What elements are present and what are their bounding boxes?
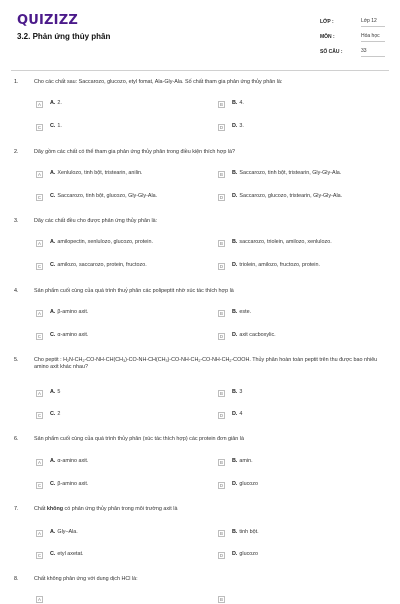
- option-a[interactable]: [36, 594, 50, 604]
- option-letter: C.: [50, 332, 56, 339]
- option-d[interactable]: [218, 261, 320, 271]
- question-text: Cho các chất sau: Saccarozo, glucozo, etyl fomat, Ala-Gly-Ala. Số chất tham gia phản ứng thủy phân là:: [34, 79, 283, 85]
- option-letter: D.: [232, 193, 238, 200]
- option-box: B: [218, 240, 225, 247]
- option-letter: D.: [232, 481, 238, 488]
- option-text: amin.: [239, 458, 253, 465]
- option-letter: C.: [50, 551, 56, 558]
- meta-count-row: [320, 44, 385, 59]
- option-text: glucozo: [239, 481, 258, 488]
- option-text: α-amino axit.: [57, 332, 89, 339]
- option-text: Saccarozo, tinh bột, tristearin, Gly-Gly-Ala.: [239, 170, 342, 177]
- option-b[interactable]: [218, 308, 251, 318]
- option-box: D: [219, 412, 224, 418]
- option-box: C: [37, 194, 42, 200]
- option-box: B: [218, 596, 225, 603]
- meta-subject-value: Hóa học: [361, 32, 385, 42]
- option-text: β-amino axit.: [57, 481, 89, 488]
- option-letter: D.: [232, 123, 238, 130]
- option-text: β-amino axit.: [57, 309, 89, 316]
- meta-class-row: [320, 14, 385, 29]
- question-number: 4.: [14, 288, 19, 294]
- question-number: 7.: [14, 506, 19, 512]
- option-box: B: [218, 101, 225, 108]
- option-a[interactable]: [36, 388, 60, 398]
- option-letter: C.: [50, 193, 56, 200]
- option-d[interactable]: [218, 480, 258, 490]
- option-text: 4.: [239, 100, 244, 107]
- option-letter: C.: [50, 123, 56, 130]
- option-text: 2: [57, 411, 61, 418]
- question-number: 5.: [14, 357, 19, 363]
- option-d[interactable]: [218, 410, 242, 420]
- option-a[interactable]: [36, 169, 143, 179]
- question-number: 6.: [14, 436, 19, 442]
- option-letter: D.: [232, 411, 238, 418]
- option-c[interactable]: [36, 550, 83, 560]
- option-letter: B.: [232, 529, 238, 536]
- option-letter: B.: [232, 239, 238, 246]
- question-text: Chất không có phản ứng thủy phân trong môi trường axit là: [34, 506, 178, 512]
- option-letter: B.: [232, 309, 238, 316]
- option-a[interactable]: [36, 457, 88, 467]
- option-text: 3: [239, 389, 243, 396]
- option-letter: A.: [50, 529, 56, 536]
- option-letter: C.: [50, 481, 56, 488]
- option-box: B: [218, 459, 225, 466]
- option-c[interactable]: [36, 480, 88, 490]
- option-box: C: [37, 482, 42, 488]
- option-text: 2.: [57, 100, 62, 107]
- option-text: tinh bột.: [239, 529, 259, 536]
- question-text: Cho peptit : $H_2N-CH_2-CO-NH-CH(CH_3)-CO-NH-CH(CH_3)-CO-NH-CH_2-CO-NH-CH_2$-COOH. Thủy phân hoàn toàn peptit trên thu được bao nhiêu amino axit khác nhau?: [34, 357, 378, 371]
- option-letter: B.: [232, 170, 238, 177]
- option-box: C: [37, 124, 42, 130]
- option-letter: A.: [50, 170, 56, 177]
- option-letter: D.: [232, 262, 238, 269]
- option-letter: C.: [50, 411, 56, 418]
- option-box: A: [36, 171, 43, 178]
- option-box: D: [219, 194, 224, 200]
- option-letter: A.: [50, 100, 56, 107]
- option-d[interactable]: [218, 331, 276, 341]
- question-text: Sản phẩm cuối cùng của quá trình thủy phân (xúc tác thích hợp) các protein đơn giản là: [34, 436, 244, 442]
- option-text: 5: [57, 389, 61, 396]
- quizizz-logo: QUIZIZZ: [17, 13, 78, 28]
- option-box: C: [37, 333, 42, 339]
- option-box: D: [219, 552, 224, 558]
- worksheet-title: 3.2. Phản ứng thủy phân: [17, 32, 111, 41]
- option-d[interactable]: [218, 192, 342, 202]
- meta-class-label: LỚP :: [320, 18, 334, 25]
- question-number: 8.: [14, 576, 19, 582]
- option-c[interactable]: [36, 410, 60, 420]
- option-box: D: [219, 333, 224, 339]
- question-text: Dãy các chất đều cho được phản ứng thủy phân là:: [34, 218, 158, 224]
- option-b[interactable]: [218, 238, 332, 248]
- option-text: saccarozo, triolein, amilozo, xenlulozo.: [239, 239, 332, 246]
- option-text: Saccarozo, tinh bột, glucozo, Gly-Gly-Ala.: [57, 193, 158, 200]
- option-box: A: [36, 310, 43, 317]
- worksheet-meta: [320, 14, 385, 59]
- option-letter: A.: [50, 389, 56, 396]
- option-text: 4: [239, 411, 243, 418]
- meta-count-label: SỐ CÂU :: [320, 48, 343, 55]
- option-box: C: [37, 412, 42, 418]
- option-b[interactable]: [218, 169, 341, 179]
- question-text: Chất không phản ứng với dung dịch HCl là:: [34, 576, 138, 582]
- option-text: 3.: [239, 123, 244, 130]
- option-box: D: [219, 263, 224, 269]
- meta-count-value: 33: [361, 47, 385, 57]
- question-number: 2.: [14, 149, 19, 155]
- option-a[interactable]: [36, 238, 153, 248]
- option-letter: A.: [50, 309, 56, 316]
- option-text: amilopectin, xenlulozo, glucozo, protein.: [57, 239, 153, 246]
- option-letter: C.: [50, 262, 56, 269]
- option-box: C: [37, 263, 42, 269]
- option-box: A: [36, 459, 43, 466]
- option-box: B: [218, 310, 225, 317]
- option-box: B: [218, 530, 225, 537]
- option-letter: D.: [232, 551, 238, 558]
- option-box: A: [36, 596, 43, 603]
- option-text: este.: [239, 309, 252, 316]
- option-text: etyl axetat.: [57, 551, 84, 558]
- option-b[interactable]: [218, 99, 244, 109]
- option-text: glucozo: [239, 551, 258, 558]
- question-number: 3.: [14, 218, 19, 224]
- option-box: C: [37, 552, 42, 558]
- option-d[interactable]: [218, 550, 258, 560]
- option-letter: B.: [232, 389, 238, 396]
- option-b[interactable]: [218, 388, 242, 398]
- option-letter: A.: [50, 239, 56, 246]
- option-b[interactable]: [218, 594, 232, 604]
- option-letter: A.: [50, 458, 56, 465]
- option-d[interactable]: [218, 122, 244, 132]
- question-text: Dãy gồm các chất có thể tham gia phản ứng thủy phân trong điều kiện thích hợp là?: [34, 149, 236, 155]
- option-letter: D.: [232, 332, 238, 339]
- option-text: amilozo, saccarozo, protein, fructozo.: [57, 262, 147, 269]
- option-text: Gly–Ala.: [57, 529, 78, 536]
- option-text: Saccarozo, glucozo, tristearin, Gly-Gly-Ala.: [239, 193, 343, 200]
- meta-subject-label: MÔN :: [320, 33, 335, 40]
- option-c[interactable]: [36, 331, 88, 341]
- option-c[interactable]: [36, 192, 157, 202]
- option-b[interactable]: [218, 457, 253, 467]
- option-c[interactable]: [36, 122, 62, 132]
- option-box: D: [219, 482, 224, 488]
- option-a[interactable]: [36, 308, 88, 318]
- question-number: 1.: [14, 79, 19, 85]
- option-box: A: [36, 390, 43, 397]
- option-box: D: [219, 124, 224, 130]
- meta-subject-row: [320, 29, 385, 44]
- option-box: B: [218, 390, 225, 397]
- question-text: Sản phẩm cuối cùng của quá trình thuỷ phân các polipeptit nhờ xúc tác thích hợp là: [34, 288, 234, 294]
- header-divider: [11, 70, 389, 71]
- option-box: A: [36, 240, 43, 247]
- option-box: A: [36, 101, 43, 108]
- option-text: Xenlulozo, tinh bột, tristearin, anilin.: [57, 170, 143, 177]
- option-text: 1.: [57, 123, 62, 130]
- option-box: A: [36, 530, 43, 537]
- option-box: B: [218, 171, 225, 178]
- option-letter: B.: [232, 100, 238, 107]
- option-a[interactable]: [36, 528, 78, 538]
- option-text: axit cacboxylic.: [239, 332, 276, 339]
- option-c[interactable]: [36, 261, 147, 271]
- option-text: α-amino axit.: [57, 458, 89, 465]
- option-b[interactable]: [218, 528, 259, 538]
- option-letter: B.: [232, 458, 238, 465]
- meta-class-value: Lớp 12: [361, 17, 385, 27]
- option-text: triolein, amilozo, fructozo, protein.: [239, 262, 321, 269]
- option-a[interactable]: [36, 99, 62, 109]
